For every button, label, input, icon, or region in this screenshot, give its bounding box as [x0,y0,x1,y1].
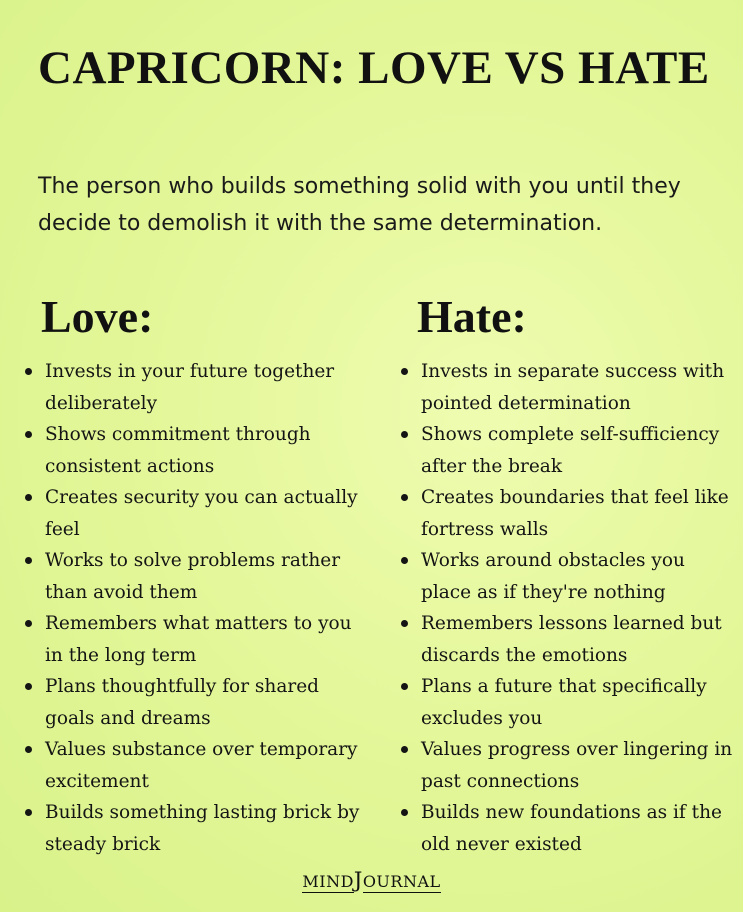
hate-item: Creates boundaries that feel like fortress walls [398,482,738,545]
love-item: Shows commitment through consistent actions [22,419,372,482]
love-item: Builds something lasting brick by steady brick [22,797,372,860]
logo-j: J [353,868,363,892]
hate-column [398,288,738,860]
love-item: Creates security you can actually feel [22,482,372,545]
hate-item: Builds new foundations as if the old never existed [398,797,738,860]
mindjournal-logo [0,868,743,893]
hate-item: Plans a future that specifically excludes you [398,671,738,734]
love-item: Remembers what matters to you in the long term [22,608,372,671]
logo-ournal: OURNAL [362,872,441,891]
hate-item: Invests in separate success with pointed determination [398,356,738,419]
hate-item: Works around obstacles you place as if they're nothing [398,545,738,608]
hate-item: Remembers lessons learned but discards the emotions [398,608,738,671]
love-item: Plans thoughtfully for shared goals and dreams [22,671,372,734]
love-list [22,356,372,860]
love-item: Invests in your future together deliberately [22,356,372,419]
hate-item: Values progress over lingering in past connections [398,734,738,797]
subtitle: The person who builds something solid with you until they decide to demolish it with the same determination. [38,174,681,236]
love-item: Values substance over temporary excitement [22,734,372,797]
hate-list [398,356,738,860]
page-title: CAPRICORN: LOVE VS HATE [38,42,710,94]
hate-heading: Hate: [417,291,527,342]
love-item: Works to solve problems rather than avoid them [22,545,372,608]
hate-item: Shows complete self-sufficiency after the break [398,419,738,482]
love-column [22,288,372,860]
love-heading: Love: [41,291,154,342]
logo-mind: MIND [302,872,354,891]
